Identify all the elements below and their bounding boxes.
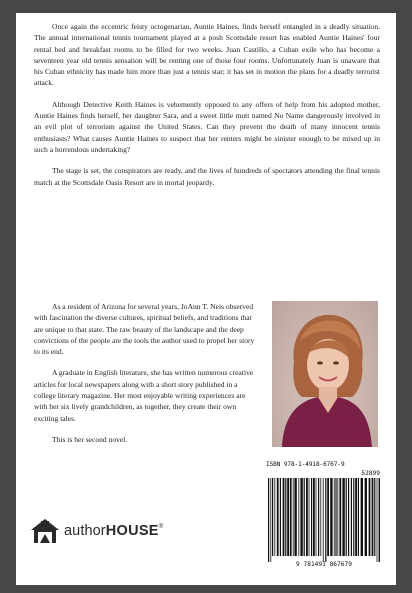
barcode-bar bbox=[287, 478, 289, 556]
barcode-bar bbox=[377, 478, 378, 562]
blurb-paragraph-1: Once again the eccentric feisty octogenarian, Auntie Haines, finds herself entangled in a deadly situation. The annual international tennis tournament played at a posh Scottsdale resort has enabled Auntie Haines' four rental bed and breakfast rooms to be filled for two weeks. Juan Castillo, a Cuban exile who has become a seventeen year old tennis sensation will be renting one of those four rooms. Unfortunately Juan is unaware that his Cuban ethnicity has made him more than just a tennis star; it has set in motion the plans for a deadly terrorist attack. bbox=[34, 22, 380, 88]
barcode-bar bbox=[351, 478, 352, 556]
barcode-bar bbox=[311, 478, 312, 556]
barcode-digits: 9 781491 867679 bbox=[296, 561, 352, 568]
barcode-bar bbox=[361, 478, 363, 556]
barcode-bar bbox=[272, 478, 273, 556]
barcode-bar bbox=[342, 478, 344, 556]
barcode-bar bbox=[313, 478, 315, 556]
publisher-name-part-2: HOUSE bbox=[105, 523, 159, 539]
barcode-bar bbox=[339, 478, 341, 556]
barcode-bar bbox=[330, 478, 332, 556]
publisher-logo bbox=[30, 518, 163, 544]
publisher-name-part-1: author bbox=[64, 523, 106, 539]
blurb-paragraph-3: The stage is set, the conspirators are ready, and the lives of hundreds of spectators attending the final tennis match at the Scottsdale Oasis Resort are in mortal jeopardy. bbox=[34, 166, 380, 187]
barcode-bar bbox=[306, 478, 308, 556]
barcode-bar bbox=[337, 478, 338, 556]
barcode-bar bbox=[316, 478, 317, 556]
publisher-name bbox=[64, 523, 163, 539]
cover-panel bbox=[16, 13, 396, 585]
barcode-bar bbox=[285, 478, 286, 556]
barcode-bar bbox=[300, 478, 302, 556]
barcode-bar bbox=[348, 478, 349, 556]
barcode-bar bbox=[283, 478, 285, 556]
barcode-bars bbox=[268, 478, 380, 562]
barcode-bar bbox=[274, 478, 275, 556]
barcode-bar bbox=[294, 478, 296, 556]
barcode-bar bbox=[290, 478, 292, 556]
barcode-bar bbox=[280, 478, 281, 556]
bio-paragraph-1: As a resident of Arizona for several years, JoAnn T. Neis observed with fascination the diverse cultures, spiritual beliefs, and traditions that are unique to that state. The raw beauty of the landscape and the deep convictions of the people are the tools the author used to propel her story to its end. bbox=[34, 302, 255, 357]
bio-paragraph-3: This is her second novel. bbox=[52, 434, 128, 444]
barcode-bar bbox=[369, 478, 371, 556]
barcode-bar bbox=[293, 478, 294, 556]
barcode-bar bbox=[334, 478, 335, 556]
barcode-bar bbox=[268, 478, 269, 562]
barcode-bar bbox=[365, 478, 367, 556]
barcode-bar bbox=[379, 478, 380, 562]
barcode-bar bbox=[335, 478, 336, 556]
barcode-bar bbox=[358, 478, 359, 556]
barcode-bar bbox=[325, 478, 326, 562]
author-portrait-image bbox=[272, 301, 378, 447]
price-code: 52899 bbox=[361, 470, 380, 477]
barcode-bar bbox=[277, 478, 279, 556]
registered-mark: ® bbox=[158, 524, 164, 530]
barcode-bar bbox=[327, 478, 329, 556]
barcode-block bbox=[266, 461, 382, 573]
barcode-bar bbox=[318, 478, 319, 556]
barcode-bar bbox=[323, 478, 324, 562]
barcode-bar bbox=[304, 478, 305, 556]
blurb-paragraph-2: Although Detective Keith Haines is vehemently opposed to any offers of help from his adopted mother, Auntie Haines finds herself, her daughter Sara, and a sweet little mutt named No Name dangerously involved in an evil plot of terrorism against the United States. Can they prevent the death of many innocent tennis enthusiasts? What causes Auntie Haines to suspect that her renters might be sinister enough to be mixed up in such a horrendous undertaking? bbox=[34, 99, 380, 154]
barcode-bar bbox=[372, 478, 374, 556]
barcode-bar bbox=[355, 478, 357, 556]
barcode-bar bbox=[374, 478, 375, 556]
barcode-bar bbox=[270, 478, 271, 562]
publisher-house-icon bbox=[30, 518, 60, 544]
barcode-bar bbox=[320, 478, 321, 556]
bio-paragraph-2: A graduate in English literature, she has written numerous creative articles for local newspapers along with a short story published in a college literary magazine. Her most enjoyable writing experiences are with her six lively grandchildren, as together, they create their own exciting tales. bbox=[34, 368, 254, 423]
barcode-bar bbox=[298, 478, 299, 556]
book-blurb bbox=[34, 21, 380, 198]
barcode-bar bbox=[346, 478, 347, 556]
isbn-number: ISBN 978-1-4918-6767-9 bbox=[266, 461, 345, 468]
barcode-bar bbox=[353, 478, 354, 556]
author-bio bbox=[34, 301, 256, 455]
author-photo bbox=[272, 301, 378, 447]
barcode-bar bbox=[309, 478, 310, 556]
